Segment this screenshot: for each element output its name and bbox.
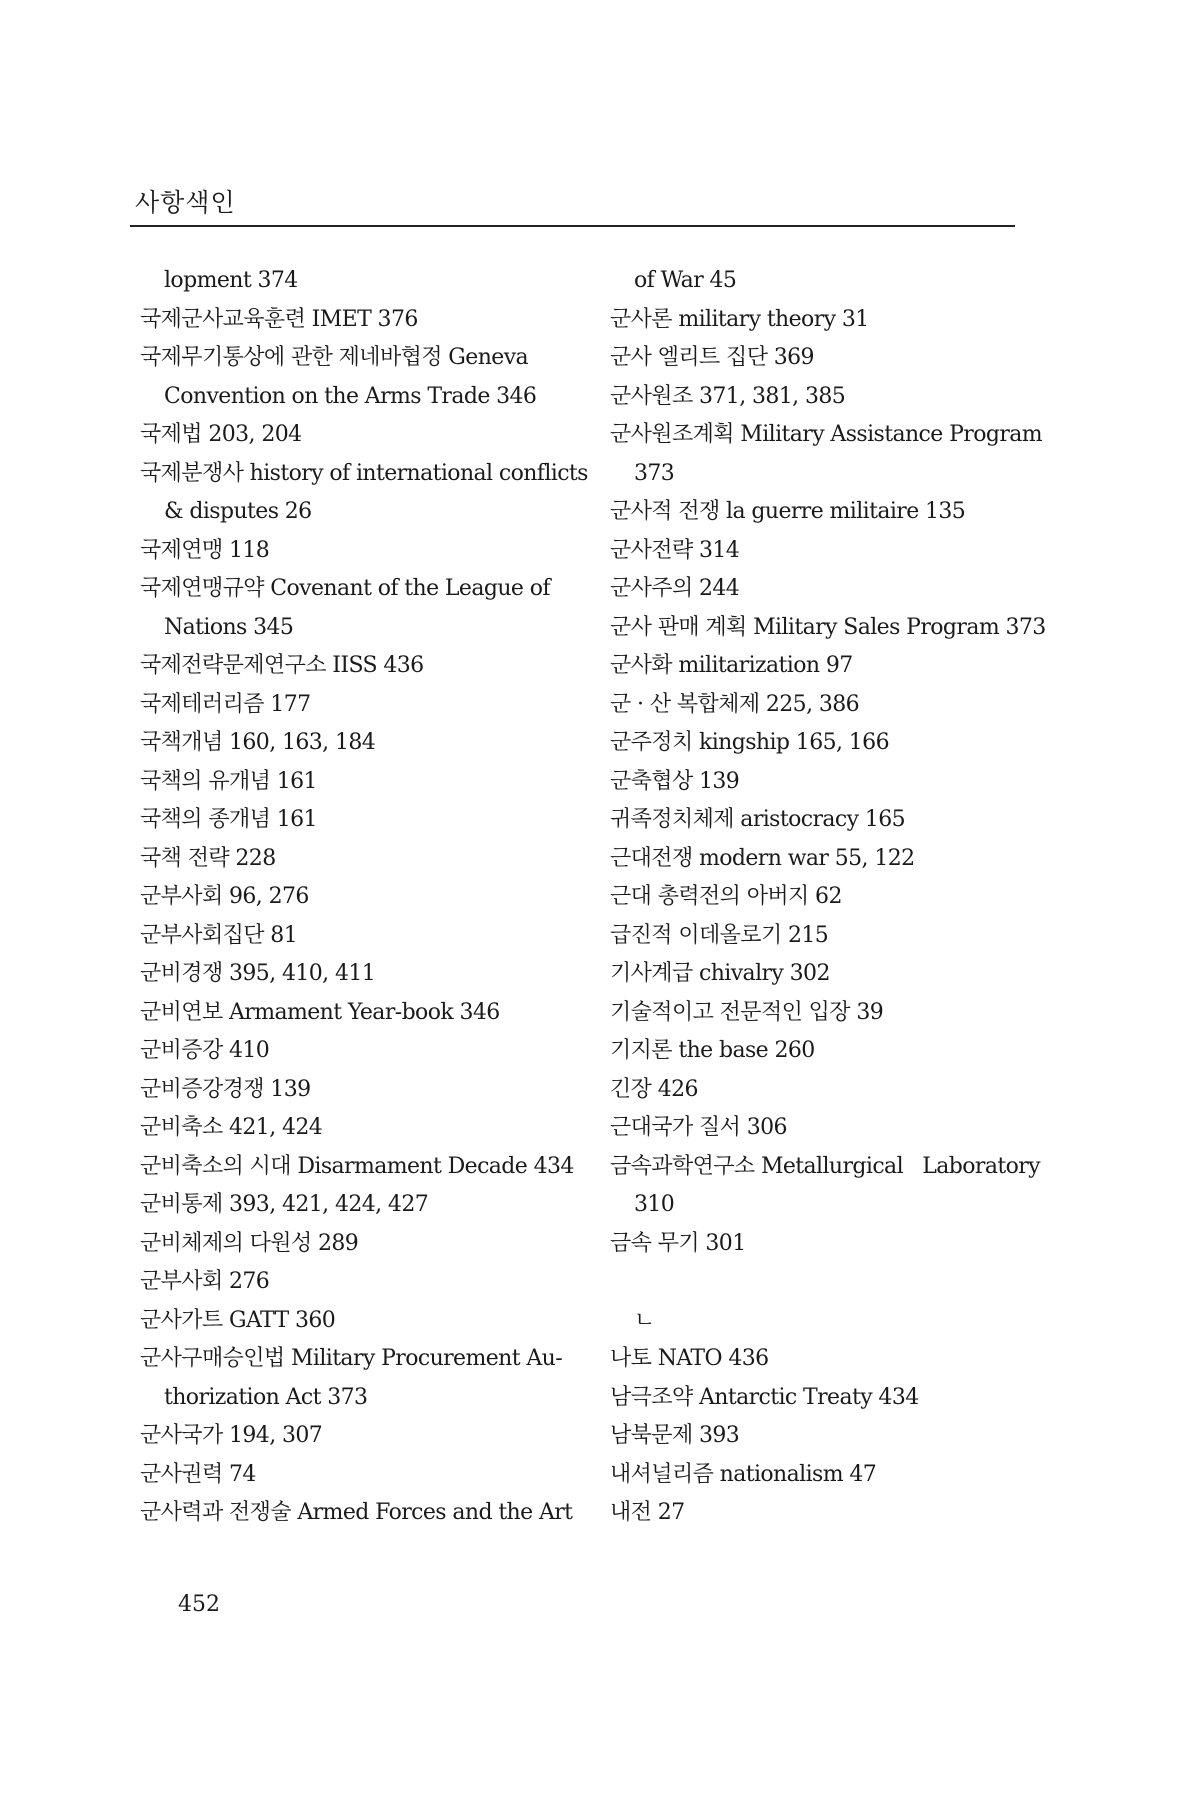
index-entry-continuation: 310 — [634, 1192, 675, 1217]
index-entry: 군사구매승인법 Military Procurement Au- — [140, 1346, 563, 1371]
index-entry: 내셔널리즘 nationalism 47 — [610, 1461, 877, 1487]
header-rule — [130, 225, 1015, 227]
index-entry: 군사화 militarization 97 — [610, 653, 853, 678]
index-entry: 군비축소의 시대 Disarmament Decade 434 — [140, 1153, 574, 1179]
index-entry-continuation: Convention on the Arms Trade 346 — [164, 383, 537, 409]
index-entry: 군부사회집단 81 — [140, 922, 298, 948]
index-entry: 근대 총력전의 아버지 62 — [610, 884, 842, 909]
index-entry: 군비증강경쟁 139 — [140, 1076, 311, 1102]
index-entry: 국제무기통상에 관한 제네바협정 Geneva — [140, 345, 529, 370]
index-entry-continuation: 373 — [634, 460, 675, 486]
index-entry: 군사원조 371, 381, 385 — [610, 383, 846, 409]
index-entry: 귀족정치체제 aristocracy 165 — [610, 807, 906, 832]
index-entry-continuation: lopment 374 — [164, 268, 298, 293]
index-entry: 군사력과 전쟁술 Armed Forces and the Art — [140, 1500, 573, 1525]
index-entry: 군부사회 96, 276 — [140, 884, 309, 909]
index-entry-term-tail: Laboratory — [922, 1153, 1040, 1179]
index-entry: 군사적 전쟁 la guerre militaire 135 — [610, 499, 966, 524]
index-entry: 내전 27 — [610, 1500, 685, 1525]
index-entry: 근대국가 질서 306 — [610, 1115, 787, 1140]
index-entry: 군비연보 Armament Year-book 346 — [140, 999, 500, 1025]
index-entry: 군사 판매 계획 Military Sales Program 373 — [610, 614, 1046, 640]
index-entry: 군부사회 276 — [140, 1269, 270, 1294]
index-entry: 군축협상 139 — [610, 768, 740, 794]
index-entry: 국제연맹규약 Covenant of the League of — [140, 576, 550, 601]
index-entry-continuation: & disputes 26 — [164, 499, 312, 524]
index-entry: 국제법 203, 204 — [140, 422, 302, 447]
index-entry-continuation: Nations 345 — [164, 614, 294, 640]
index-entry: 국책의 종개념 161 — [140, 807, 317, 832]
spacer — [610, 1263, 1040, 1302]
index-entry: 나토 NATO 436 — [610, 1346, 769, 1371]
index-entry: 금속 무기 301 — [610, 1230, 746, 1256]
index-entry: 기술적이고 전문적인 입장 39 — [610, 999, 884, 1025]
index-entry: 군사주의 244 — [610, 576, 740, 601]
index-entry: 긴장 426 — [610, 1076, 698, 1102]
index-entry-term: 금속과학연구소 Metallurgical — [610, 1153, 904, 1179]
index-entry: 국제연맹 118 — [140, 537, 270, 563]
index-entry: 남북문제 393 — [610, 1423, 740, 1448]
index-entry: 국제군사교육훈련 IMET 376 — [140, 306, 418, 332]
page-header-title: 사항색인 — [135, 188, 236, 217]
index-entry: 군사가트 GATT 360 — [140, 1307, 336, 1333]
section-letter: ㄴ — [634, 1307, 655, 1333]
index-column-right — [610, 262, 1046, 1533]
index-entry: 국제테러리즘 177 — [140, 691, 311, 717]
index-entry: 국제분쟁사 history of international conflicts — [140, 460, 588, 486]
index-entry: 국책의 유개념 161 — [140, 768, 317, 794]
index-entry: 군비체제의 다원성 289 — [140, 1230, 359, 1256]
index-entry: 군사원조계획 Military Assistance Program — [610, 422, 1043, 447]
index-entry: 군사 엘리트 집단 369 — [610, 345, 814, 370]
index-entry: 군사권력 74 — [140, 1461, 256, 1487]
index-entry: 남극조약 Antarctic Treaty 434 — [610, 1384, 919, 1410]
index-entry: 군비증강 410 — [140, 1038, 270, 1063]
index-column-left — [140, 262, 588, 1533]
index-entry: 근대전쟁 modern war 55, 122 — [610, 845, 915, 871]
page-number: 452 — [178, 1592, 220, 1617]
index-entry: 군사전략 314 — [610, 537, 740, 563]
index-entry-continuation: of War 45 — [634, 268, 737, 293]
index-entry: 군비경쟁 395, 410, 411 — [140, 961, 376, 986]
index-entry: 군사국가 194, 307 — [140, 1423, 323, 1448]
index-entry: 국제전략문제연구소 IISS 436 — [140, 653, 424, 678]
index-entry: 군비통제 393, 421, 424, 427 — [140, 1192, 429, 1217]
index-entry: 군 · 산 복합체제 225, 386 — [610, 691, 860, 717]
index-entry: 군비축소 421, 424 — [140, 1115, 323, 1140]
index-entry: 국책 전략 228 — [140, 845, 276, 871]
index-entry: 급진적 이데올로기 215 — [610, 922, 829, 948]
index-entry: 기지론 the base 260 — [610, 1038, 815, 1063]
index-entry: 기사계급 chivalry 302 — [610, 961, 830, 986]
index-entry: 군사론 military theory 31 — [610, 306, 869, 332]
index-entry: 국책개념 160, 163, 184 — [140, 730, 376, 755]
index-entry — [610, 1148, 1040, 1187]
index-entry-continuation: thorization Act 373 — [164, 1384, 368, 1410]
index-entry: 군주정치 kingship 165, 166 — [610, 730, 889, 755]
